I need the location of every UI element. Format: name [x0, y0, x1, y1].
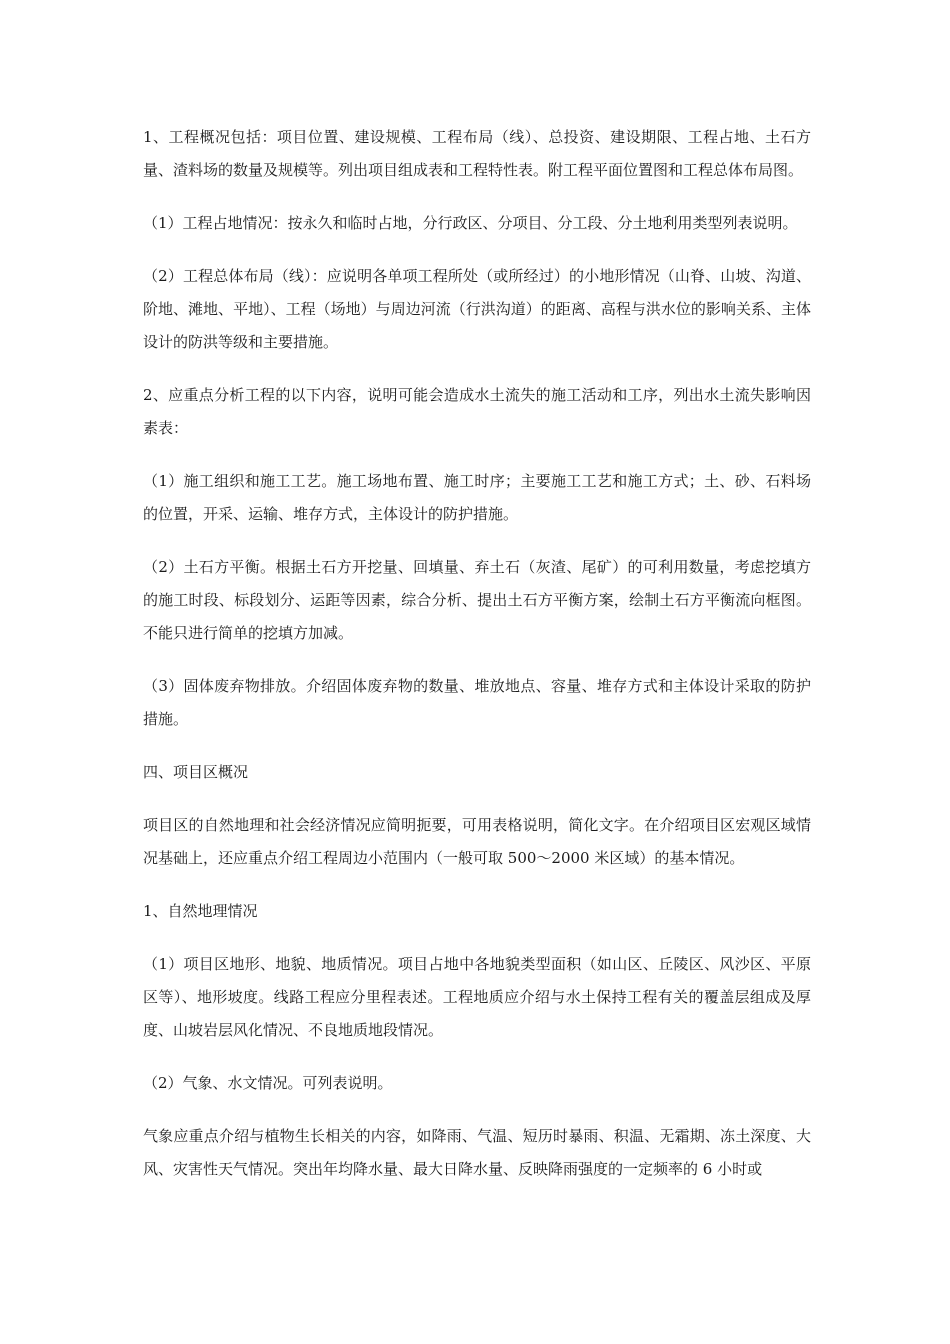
document-page — [143, 121, 811, 1206]
paragraph-3: （2）工程总体布局（线）：应说明各单项工程所处（或所经过）的小地形情况（山脊、山坡、沟道、阶地、滩地、平地）、工程（场地）与周边河流（行洪沟道）的距离、高程与洪水位的影响关系、主体设计的防洪等级和主要措施。 — [143, 267, 811, 351]
paragraph-13: 气象应重点介绍与植物生长相关的内容，如降雨、气温、短历时暴雨、积温、无霜期、冻土深度、大风、灾害性天气情况。突出年均降水量、最大日降水量、反映降雨强度的一定频率的 6 小时或 — [143, 1127, 811, 1178]
paragraph-4: 2、应重点分析工程的以下内容，说明可能会造成水土流失的施工活动和工序，列出水土流失影响因素表： — [143, 386, 811, 437]
paragraph-12: （2）气象、水文情况。可列表说明。 — [143, 1074, 393, 1092]
paragraph-5: （1）施工组织和施工工艺。施工场地布置、施工时序；主要施工工艺和施工方式；土、砂、石料场的位置，开采、运输、堆存方式，主体设计的防护措施。 — [143, 472, 811, 523]
paragraph-2: （1）工程占地情况：按永久和临时占地，分行政区、分项目、分工段、分土地利用类型列表说明。 — [143, 214, 798, 232]
section-heading: 四、项目区概况 — [143, 763, 249, 781]
subsection-heading: 1、自然地理情况 — [143, 902, 258, 920]
paragraph-9: 项目区的自然地理和社会经济情况应简明扼要，可用表格说明，简化文字。在介绍项目区宏观区域情况基础上，还应重点介绍工程周边小范围内（一般可取 500～2000 米区域）的基本情况。 — [143, 816, 811, 867]
paragraph-11: （1）项目区地形、地貌、地质情况。项目占地中各地貌类型面积（如山区、丘陵区、风沙区、平原区等）、地形坡度。线路工程应分里程表述。工程地质应介绍与水土保持工程有关的覆盖层组成及厚度、山坡岩层风化情况、不良地质地段情况。 — [143, 955, 811, 1039]
paragraph-1: 1、工程概况包括：项目位置、建设规模、工程布局（线）、总投资、建设期限、工程占地、土石方量、渣料场的数量及规模等。列出项目组成表和工程特性表。附工程平面位置图和工程总体布局图。 — [143, 128, 811, 179]
paragraph-7: （3）固体废弃物排放。介绍固体废弃物的数量、堆放地点、容量、堆存方式和主体设计采取的防护措施。 — [143, 677, 811, 728]
paragraph-6: （2）土石方平衡。根据土石方开挖量、回填量、弃土石（灰渣、尾矿）的可利用数量，考虑挖填方的施工时段、标段划分、运距等因素，综合分析、提出土石方平衡方案，绘制土石方平衡流向框图。不能只进行简单的挖填方加减。 — [143, 558, 811, 642]
